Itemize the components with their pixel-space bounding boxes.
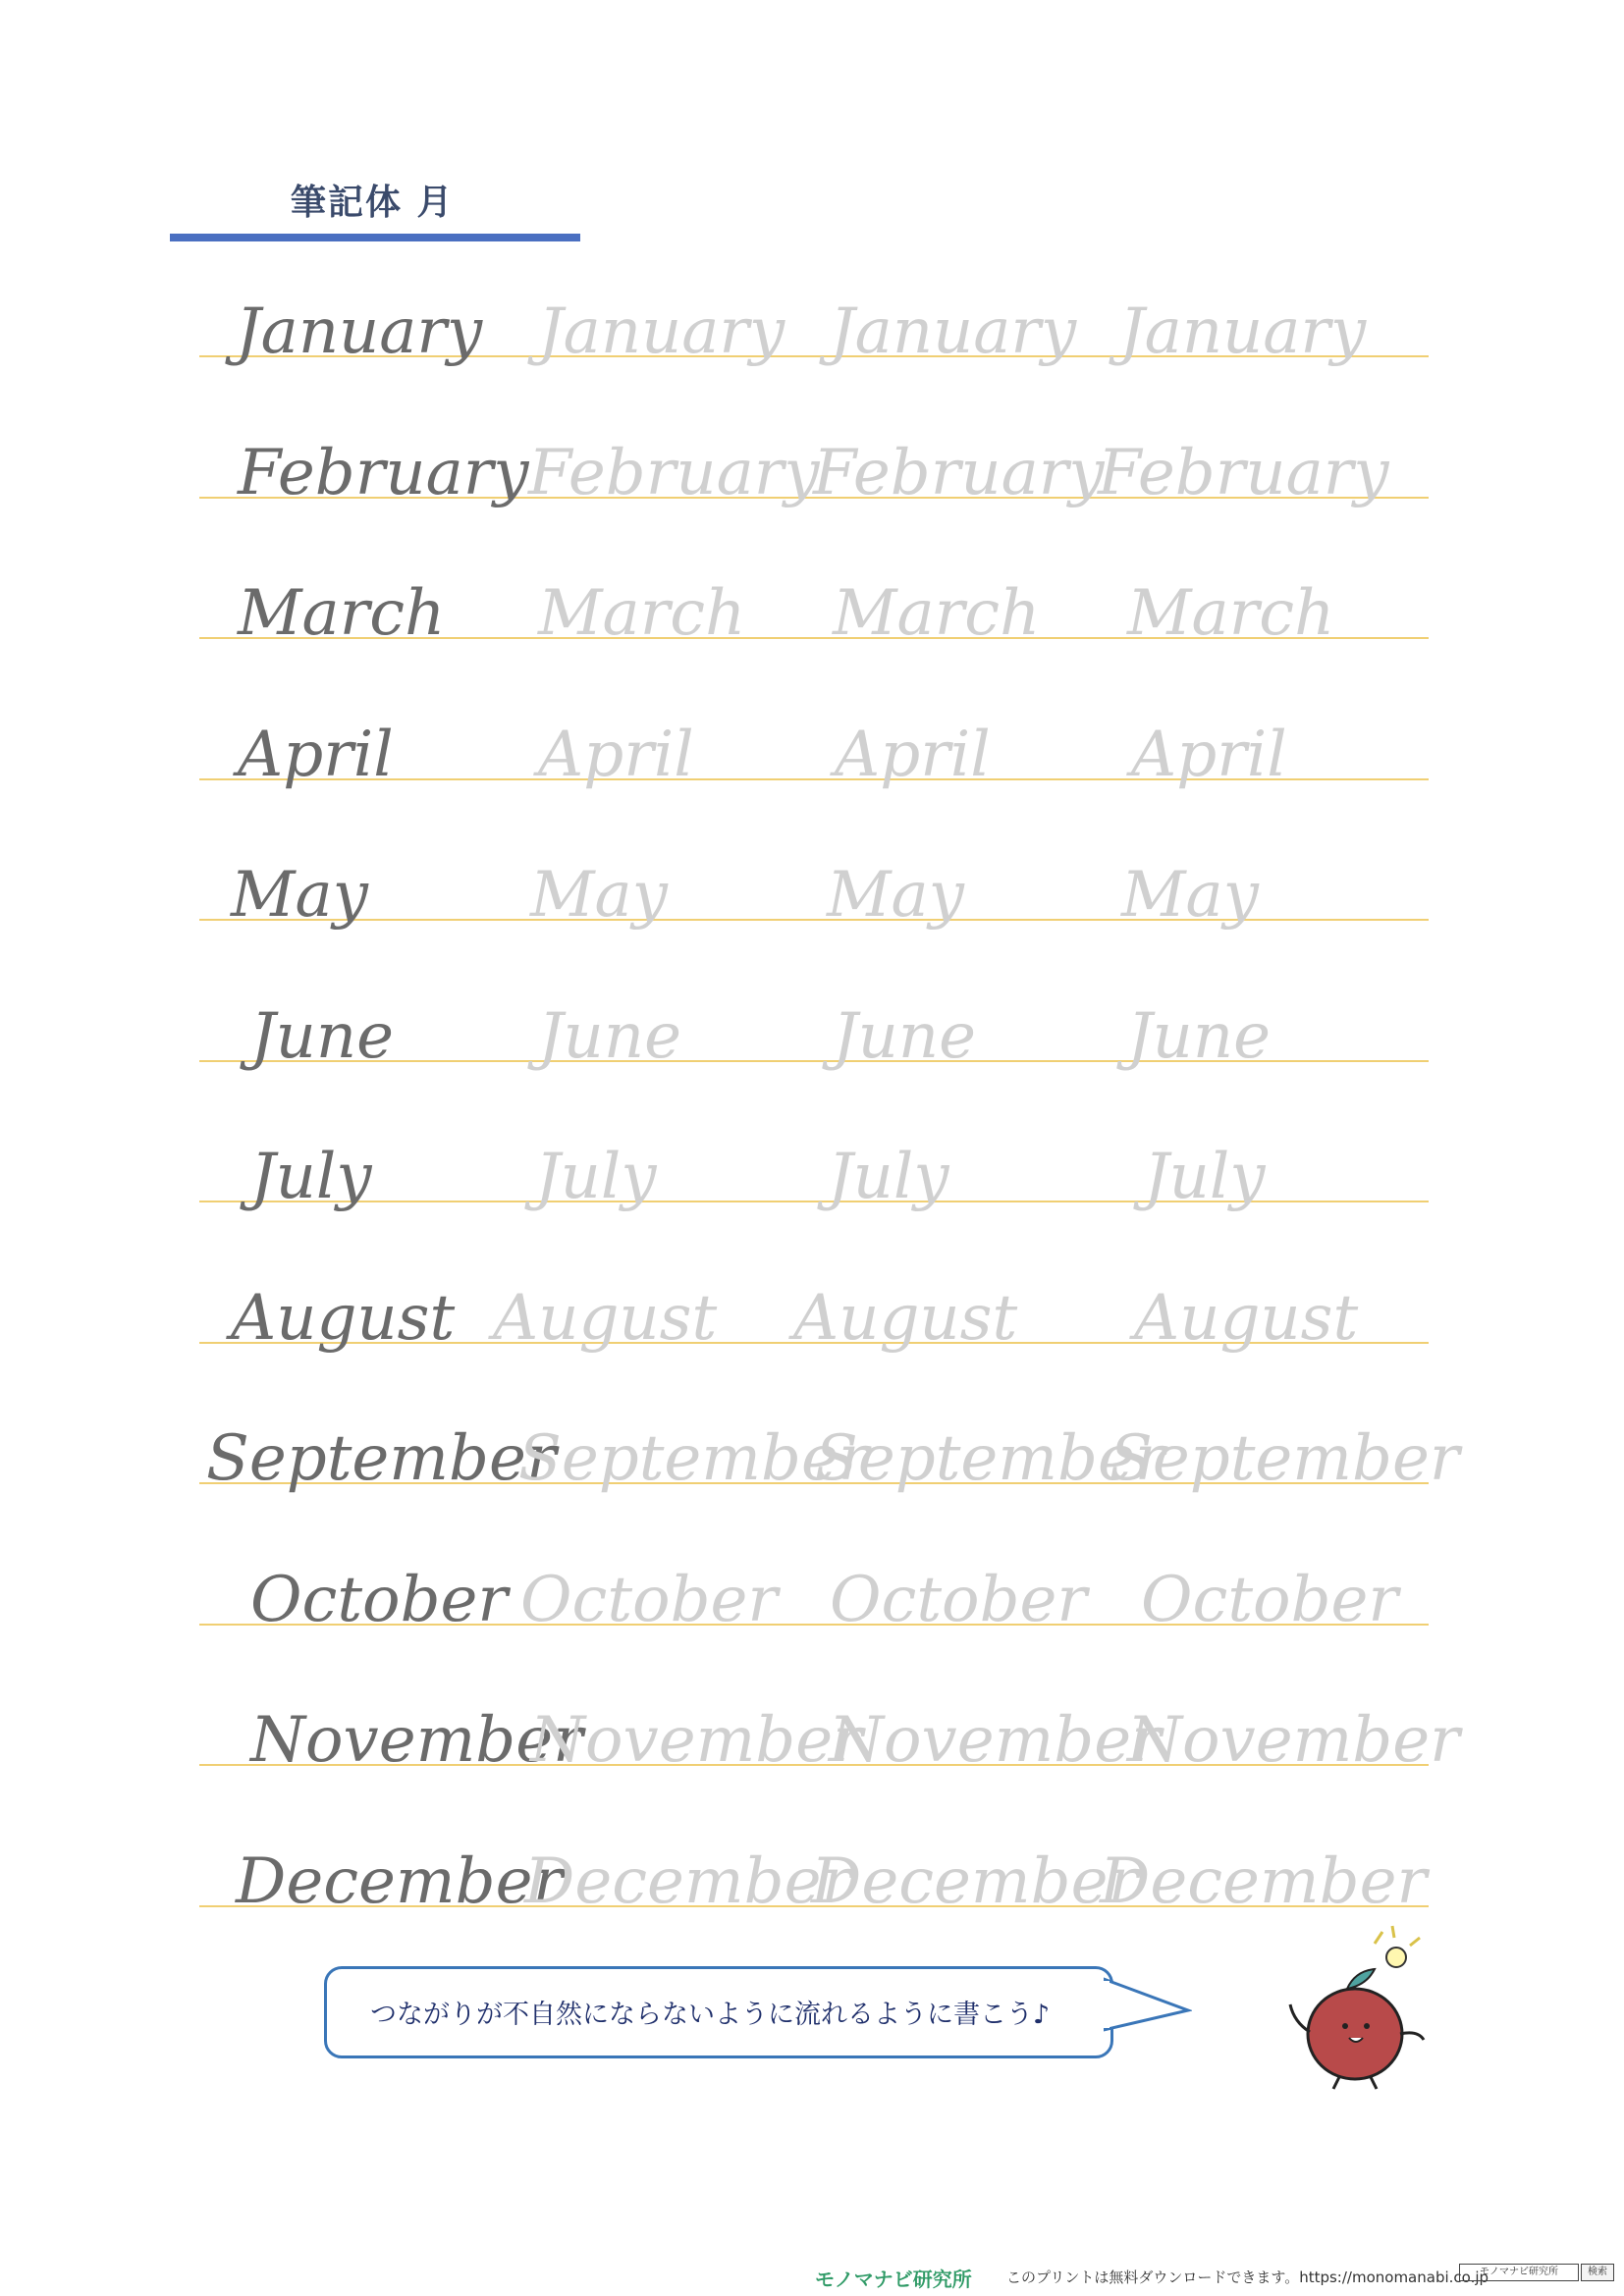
model-word: May <box>231 859 368 932</box>
trace-word: July <box>535 1141 657 1213</box>
trace-word: January <box>830 295 1077 368</box>
model-word: November <box>250 1704 583 1777</box>
trace-word: June <box>833 1000 976 1073</box>
trace-word: August <box>1134 1282 1359 1355</box>
trace-word: March <box>833 577 1041 650</box>
trace-word: April <box>835 719 991 791</box>
trace-word: September <box>815 1422 1165 1495</box>
trace-word: May <box>827 859 964 932</box>
trace-word: August <box>493 1282 718 1355</box>
trace-word: April <box>1131 719 1287 791</box>
trace-word: May <box>1121 859 1259 932</box>
trace-word: December <box>811 1845 1139 1918</box>
footer-logo-text: モノマナビ研究所 <box>815 2268 972 2291</box>
practice-row <box>0 257 1624 395</box>
footer-logo <box>815 2264 972 2292</box>
trace-word: March <box>538 577 746 650</box>
model-word: October <box>250 1564 508 1636</box>
practice-row <box>0 1102 1624 1240</box>
trace-word: June <box>1127 1000 1271 1073</box>
trace-word: May <box>530 859 668 932</box>
model-word: December <box>236 1845 564 1918</box>
trace-word: January <box>1119 295 1367 368</box>
practice-row <box>0 539 1624 676</box>
practice-row <box>0 399 1624 536</box>
tip-speech-bubble <box>324 1966 1113 2058</box>
model-word: August <box>231 1282 456 1355</box>
footer-download-note: このプリントは無料ダウンロードできます。https://monomanabi.co.jp <box>1006 2269 1489 2286</box>
model-word: July <box>250 1141 372 1213</box>
model-word: June <box>250 1000 394 1073</box>
trace-word: September <box>518 1422 869 1495</box>
trace-word: October <box>520 1564 778 1636</box>
trace-word: July <box>1144 1141 1266 1213</box>
tip-text: つながりが不自然にならないように流れるように書こう♪ <box>370 2000 1051 2030</box>
trace-word: November <box>1127 1704 1460 1777</box>
trace-word: February <box>528 437 820 509</box>
practice-row <box>0 1244 1624 1381</box>
practice-row <box>0 821 1624 958</box>
speech-bubble-tail <box>1104 1971 1192 2050</box>
apple-mascot-icon <box>1276 1924 1443 2091</box>
practice-row <box>0 1666 1624 1803</box>
trace-word: January <box>538 295 785 368</box>
model-word: April <box>238 719 394 791</box>
trace-word: December <box>524 1845 852 1918</box>
trace-word: October <box>1141 1564 1398 1636</box>
trace-word: September <box>1110 1422 1460 1495</box>
trace-word: November <box>829 1704 1162 1777</box>
model-word: February <box>238 437 529 509</box>
trace-word: February <box>813 437 1105 509</box>
practice-row <box>0 1525 1624 1663</box>
model-word: September <box>206 1422 557 1495</box>
practice-row <box>0 680 1624 818</box>
trace-word: November <box>530 1704 863 1777</box>
trace-word: March <box>1127 577 1335 650</box>
footer-search-button[interactable]: 検索 <box>1581 2264 1614 2281</box>
trace-word: December <box>1100 1845 1428 1918</box>
trace-word: June <box>538 1000 681 1073</box>
model-word: March <box>238 577 446 650</box>
practice-row <box>0 1384 1624 1522</box>
practice-row <box>0 962 1624 1099</box>
footer-search-box[interactable]: モノマナビ研究所 <box>1459 2264 1579 2281</box>
trace-word: July <box>828 1141 949 1213</box>
trace-word: August <box>793 1282 1018 1355</box>
model-word: January <box>236 295 483 368</box>
trace-word: April <box>538 719 694 791</box>
trace-word: February <box>1098 437 1389 509</box>
trace-word: October <box>830 1564 1087 1636</box>
page-title: 筆記体 月 <box>291 183 455 223</box>
